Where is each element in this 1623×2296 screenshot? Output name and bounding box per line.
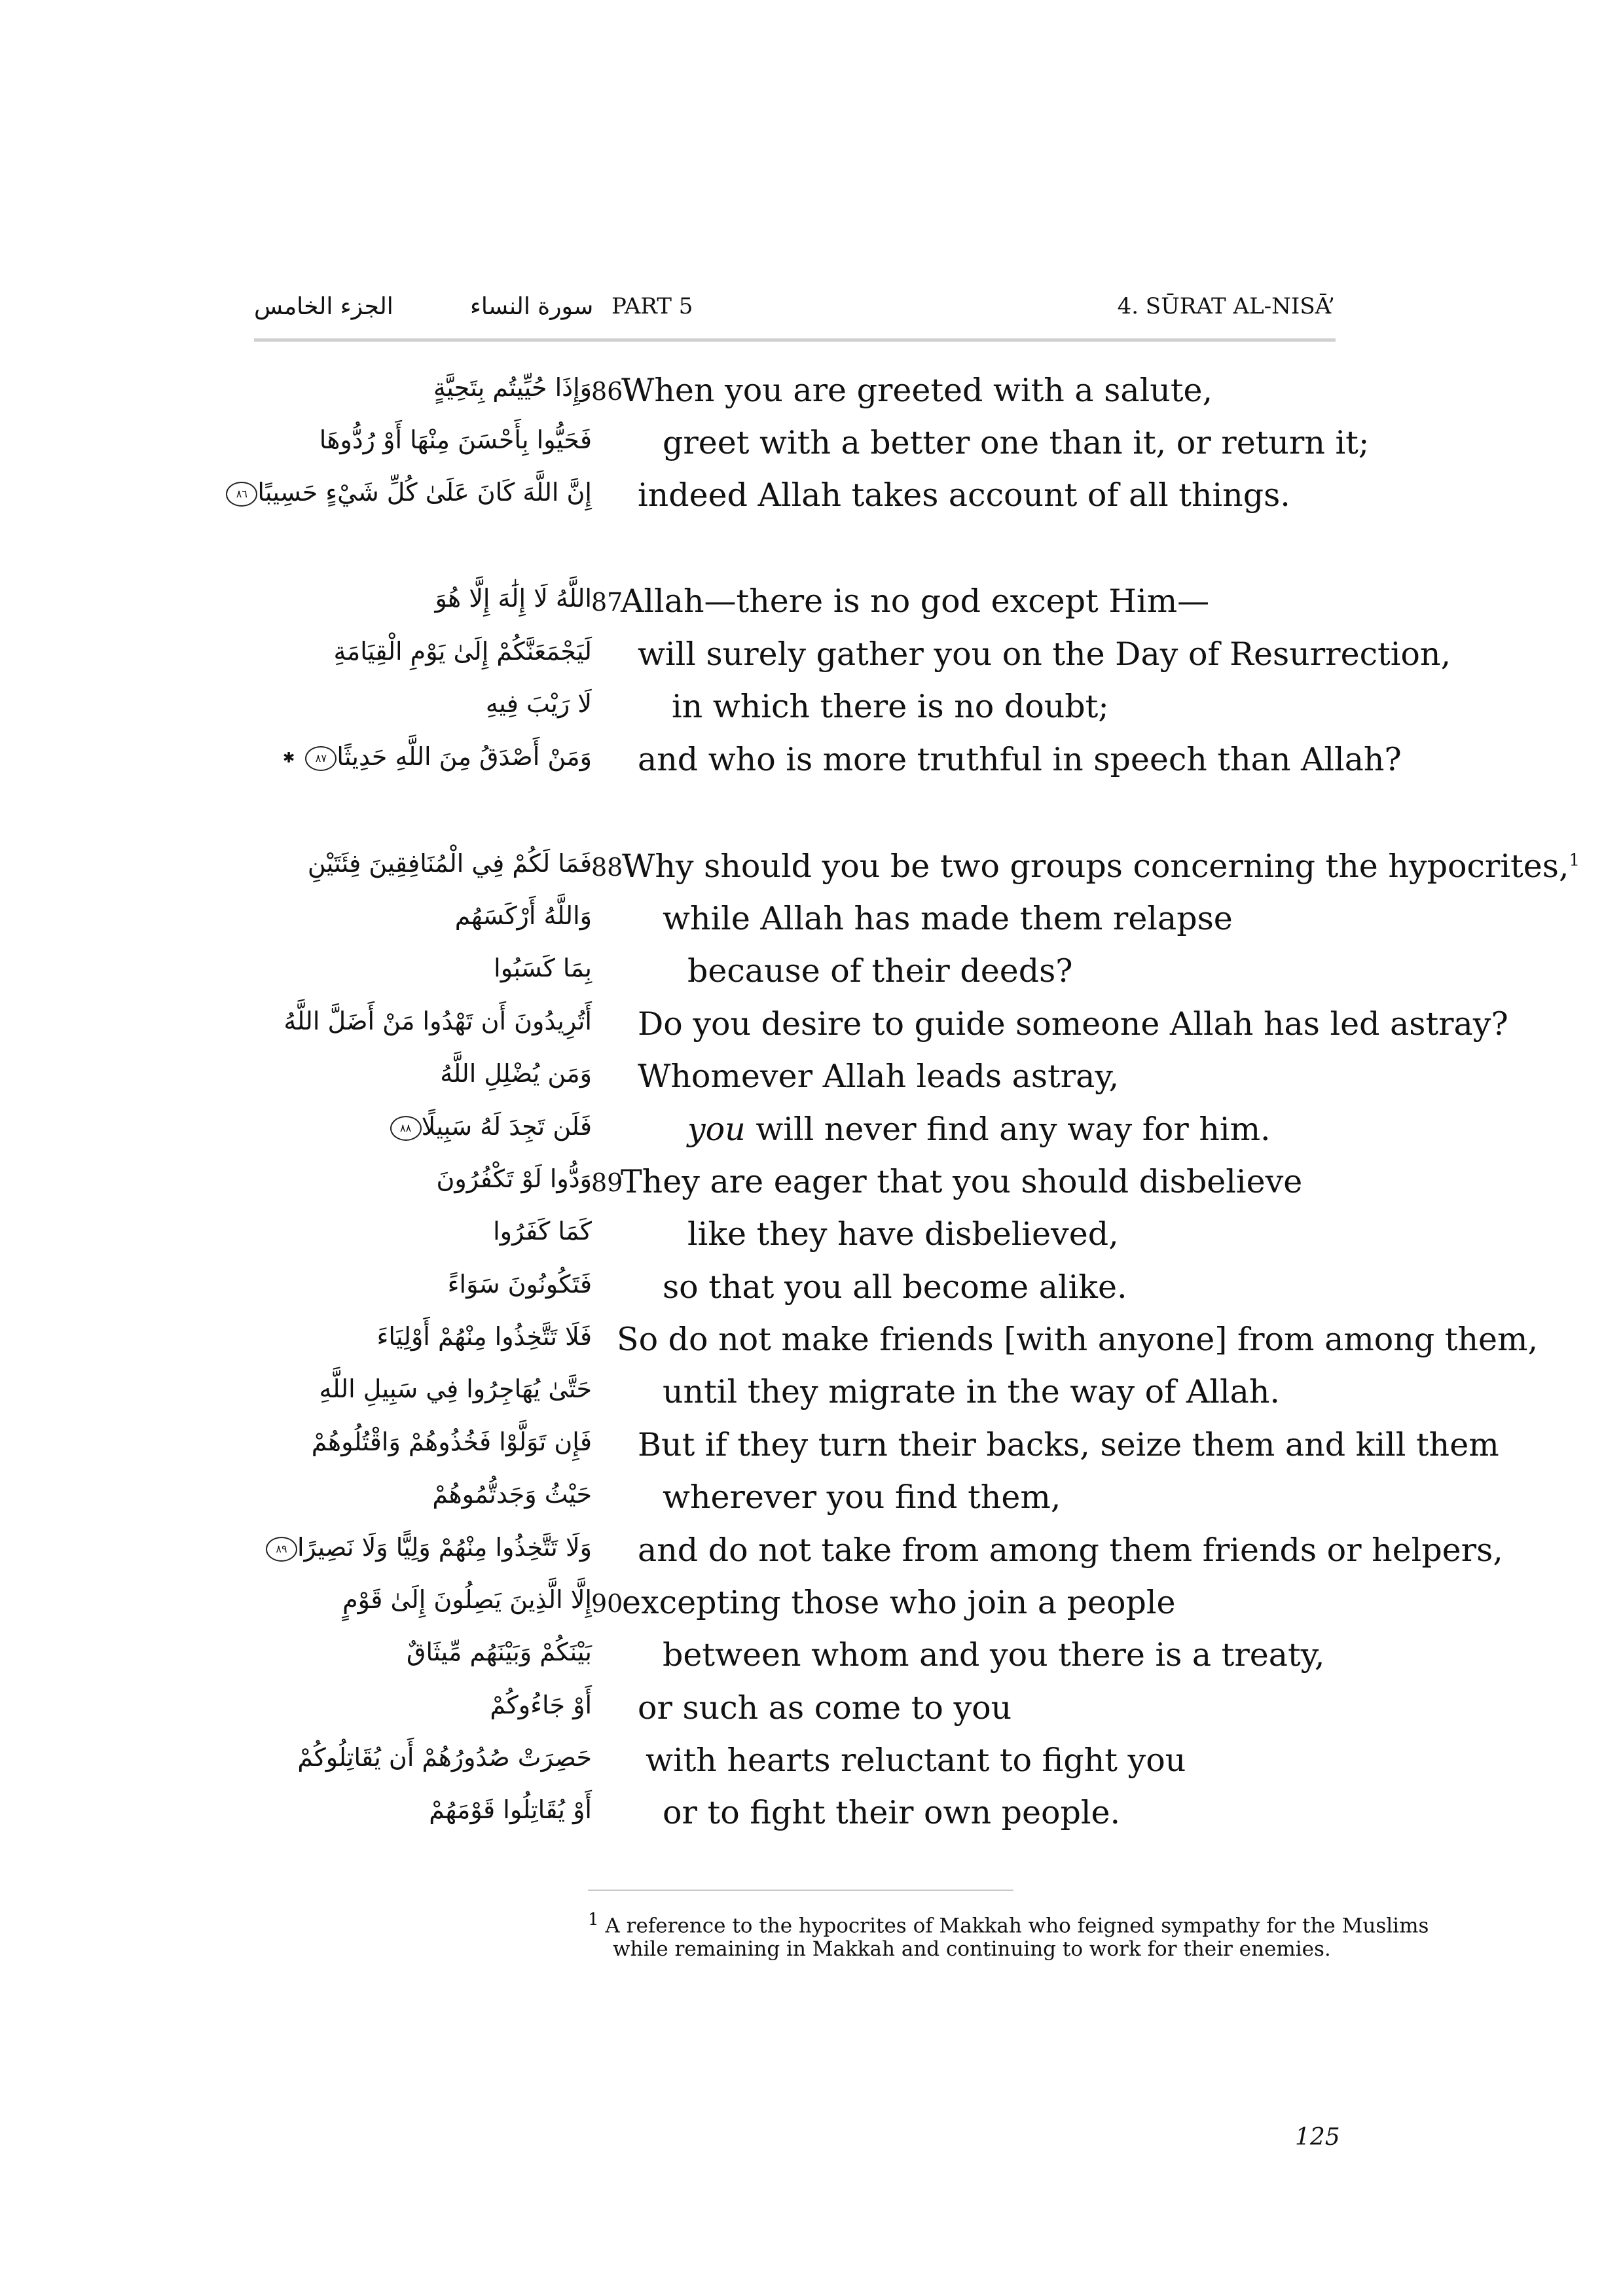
- english-text: So do not make friends [with anyone] from among them,: [617, 1321, 1539, 1358]
- verse-line: [0, 737, 1623, 789]
- verse-line: [0, 1054, 1623, 1106]
- page-number: 125: [1295, 2124, 1340, 2151]
- verse-line: [0, 1738, 1623, 1790]
- header-part: PART 5: [611, 293, 693, 319]
- verse-line: [0, 1422, 1623, 1475]
- ayah-end-marker-icon: ٨٩: [266, 1537, 297, 1562]
- english-text: so that you all become alike.: [663, 1268, 1127, 1306]
- footnote-ref: 1: [1569, 850, 1580, 870]
- verse-line: [0, 1265, 1623, 1317]
- english-text: wherever you find them,: [663, 1479, 1061, 1516]
- verse-line: [0, 420, 1623, 473]
- ayah-end-marker-icon: ٨٦: [226, 482, 257, 507]
- english-text: until they migrate in the way of Allah.: [663, 1373, 1280, 1410]
- ayah-end-marker-icon: ٨٧: [305, 746, 337, 771]
- english-text: because of their deeds?: [687, 952, 1073, 990]
- verse-line: [0, 1632, 1623, 1685]
- verse-line: [0, 579, 1623, 631]
- arabic-text: اللَّهُ لَا إِلَٰهَ إِلَّا هُوَ: [435, 584, 592, 613]
- arabic-text: حَيْثُ وَجَدتُّمُوهُمْ: [432, 1480, 592, 1509]
- english-text: and do not take from among them friends or helpers,: [638, 1532, 1503, 1569]
- verse-line: [0, 1528, 1623, 1580]
- arabic-text: أَتُرِيدُونَ أَن تَهْدُوا مَنْ أَضَلَّ اللَّهُ: [283, 1007, 592, 1035]
- english-text: or such as come to you: [638, 1689, 1012, 1727]
- english-text: between whom and you there is a treaty,: [663, 1636, 1325, 1674]
- footnote-line-2: while remaining in Makkah and continuing to work for their enemies.: [613, 1937, 1331, 1961]
- english-text: Whomever Allah leads astray,: [638, 1058, 1120, 1095]
- arabic-text: كَمَا كَفَرُوا: [493, 1217, 592, 1246]
- verse-line: [0, 1211, 1623, 1264]
- english-text: or to fight their own people.: [663, 1794, 1121, 1831]
- english-text: When you are greeted with a salute,: [621, 372, 1213, 409]
- verse-line: [0, 844, 1623, 896]
- arabic-text: إِنَّ اللَّهَ كَانَ عَلَىٰ كُلِّ شَيْءٍ حَسِيبًا٨٦: [219, 478, 592, 507]
- arabic-text: حَصِرَتْ صُدُورُهُمْ أَن يُقَاتِلُوكُمْ: [297, 1743, 592, 1772]
- english-text: like they have disbelieved,: [687, 1215, 1119, 1253]
- header-rule: [254, 338, 1336, 342]
- arabic-text: وَدُّوا لَوْ تَكْفُرُونَ: [436, 1164, 592, 1193]
- verse-number: 87: [591, 588, 623, 617]
- verse-number: 90: [591, 1589, 623, 1618]
- verse-line: [0, 1317, 1623, 1369]
- header-juz-arabic: الجزء الخامس: [254, 293, 393, 320]
- verse-line: [0, 632, 1623, 684]
- arabic-text: وَمَنْ أَصْدَقُ مِنَ اللَّهِ حَدِيثًا٨٧✱: [282, 742, 592, 771]
- arabic-text: وَمَن يُضْلِلِ اللَّهُ: [440, 1059, 592, 1088]
- arabic-text: فَحَيُّوا بِأَحْسَنَ مِنْهَا أَوْ رُدُّوهَا: [319, 425, 592, 454]
- verse-line: [0, 1369, 1623, 1422]
- verse-line: [0, 1790, 1623, 1842]
- english-text: with hearts reluctant to fight you: [646, 1742, 1186, 1779]
- footnote-rule: [588, 1890, 1013, 1891]
- verse-number: 89: [591, 1168, 623, 1197]
- verse-line: [0, 473, 1623, 525]
- arabic-text: لَا رَيْبَ فِيهِ: [485, 689, 592, 718]
- arabic-text: فَمَا لَكُمْ فِي الْمُنَافِقِينَ فِئَتَيْنِ: [307, 849, 592, 878]
- verse-line: [0, 684, 1623, 736]
- arabic-text: أَوْ جَاءُوكُمْ: [490, 1691, 592, 1719]
- english-text: But if they turn their backs, seize them and kill them: [638, 1426, 1499, 1463]
- verse-line: [0, 1475, 1623, 1527]
- arabic-text: فَإِن تَوَلَّوْا فَخُذُوهُمْ وَاقْتُلُوهُمْ: [311, 1427, 592, 1456]
- arabic-text: فَتَكُونُونَ سَوَاءً: [447, 1270, 592, 1299]
- english-text: Allah—there is no god except Him—: [621, 583, 1210, 620]
- english-text: while Allah has made them relapse: [663, 900, 1233, 937]
- header-surah-arabic: سورة النساء: [470, 293, 594, 320]
- arabic-text: حَتَّىٰ يُهَاجِرُوا فِي سَبِيلِ اللَّهِ: [319, 1374, 592, 1403]
- hizb-marker-icon: ✱: [282, 750, 295, 766]
- verse-line: [0, 1685, 1623, 1738]
- arabic-text: إِلَّا الَّذِينَ يَصِلُونَ إِلَىٰ قَوْمٍ: [342, 1585, 592, 1614]
- arabic-text: وَاللَّهُ أَرْكَسَهُم: [454, 901, 592, 930]
- arabic-text: بَيْنَكُمْ وَبَيْنَهُم مِّيثَاقٌ: [407, 1638, 592, 1666]
- verse-line: [0, 1107, 1623, 1159]
- verse-line: [0, 896, 1623, 948]
- verse-line: [0, 1001, 1623, 1054]
- english-text: excepting those who join a people: [622, 1584, 1176, 1621]
- english-text: and who is more truthful in speech than Allah?: [638, 741, 1402, 778]
- footnote-mark: 1: [588, 1910, 599, 1929]
- arabic-text: بِمَا كَسَبُوا: [494, 954, 592, 982]
- verse-line: [0, 1159, 1623, 1211]
- arabic-text: وَإِذَا حُيِّيتُم بِتَحِيَّةٍ: [433, 373, 592, 402]
- verse-line: [0, 368, 1623, 420]
- header-surah-title: 4. SŪRAT AL-NISĀ’: [1117, 293, 1335, 319]
- english-text: They are eager that you should disbelieve: [621, 1163, 1303, 1200]
- arabic-text: فَلَن تَجِدَ لَهُ سَبِيلًا٨٨: [384, 1112, 592, 1141]
- footnote-line-1: $^1$ A reference to the hypocrites of Makkah who feigned sympathy for the Muslims: [588, 1910, 1429, 1938]
- english-text: in which there is no doubt;: [672, 688, 1109, 725]
- ayah-end-marker-icon: ٨٨: [390, 1116, 422, 1141]
- verse-line: [0, 1580, 1623, 1632]
- arabic-text: أَوْ يُقَاتِلُوا قَوْمَهُمْ: [429, 1795, 592, 1824]
- english-text: Why should you be two groups concerning the hypocrites,$^1$: [622, 848, 1580, 885]
- arabic-text: وَلَا تَتَّخِذُوا مِنْهُمْ وَلِيًّا وَلَا نَصِيرًا٨٩: [259, 1533, 592, 1562]
- verse-line: [0, 948, 1623, 1001]
- verse-number: 88: [591, 853, 623, 882]
- english-text: you will never find any way for him.: [687, 1111, 1271, 1148]
- english-text: greet with a better one than it, or return it;: [663, 424, 1370, 461]
- english-text: will surely gather you on the Day of Resurrection,: [638, 636, 1451, 673]
- verse-number: 86: [591, 377, 623, 406]
- english-text: indeed Allah takes account of all things.: [638, 476, 1290, 514]
- arabic-text: فَلَا تَتَّخِذُوا مِنْهُمْ أَوْلِيَاءَ: [376, 1322, 592, 1351]
- english-text: Do you desire to guide someone Allah has led astray?: [638, 1005, 1508, 1043]
- arabic-text: لَيَجْمَعَنَّكُمْ إِلَىٰ يَوْمِ الْقِيَامَةِ: [333, 637, 592, 666]
